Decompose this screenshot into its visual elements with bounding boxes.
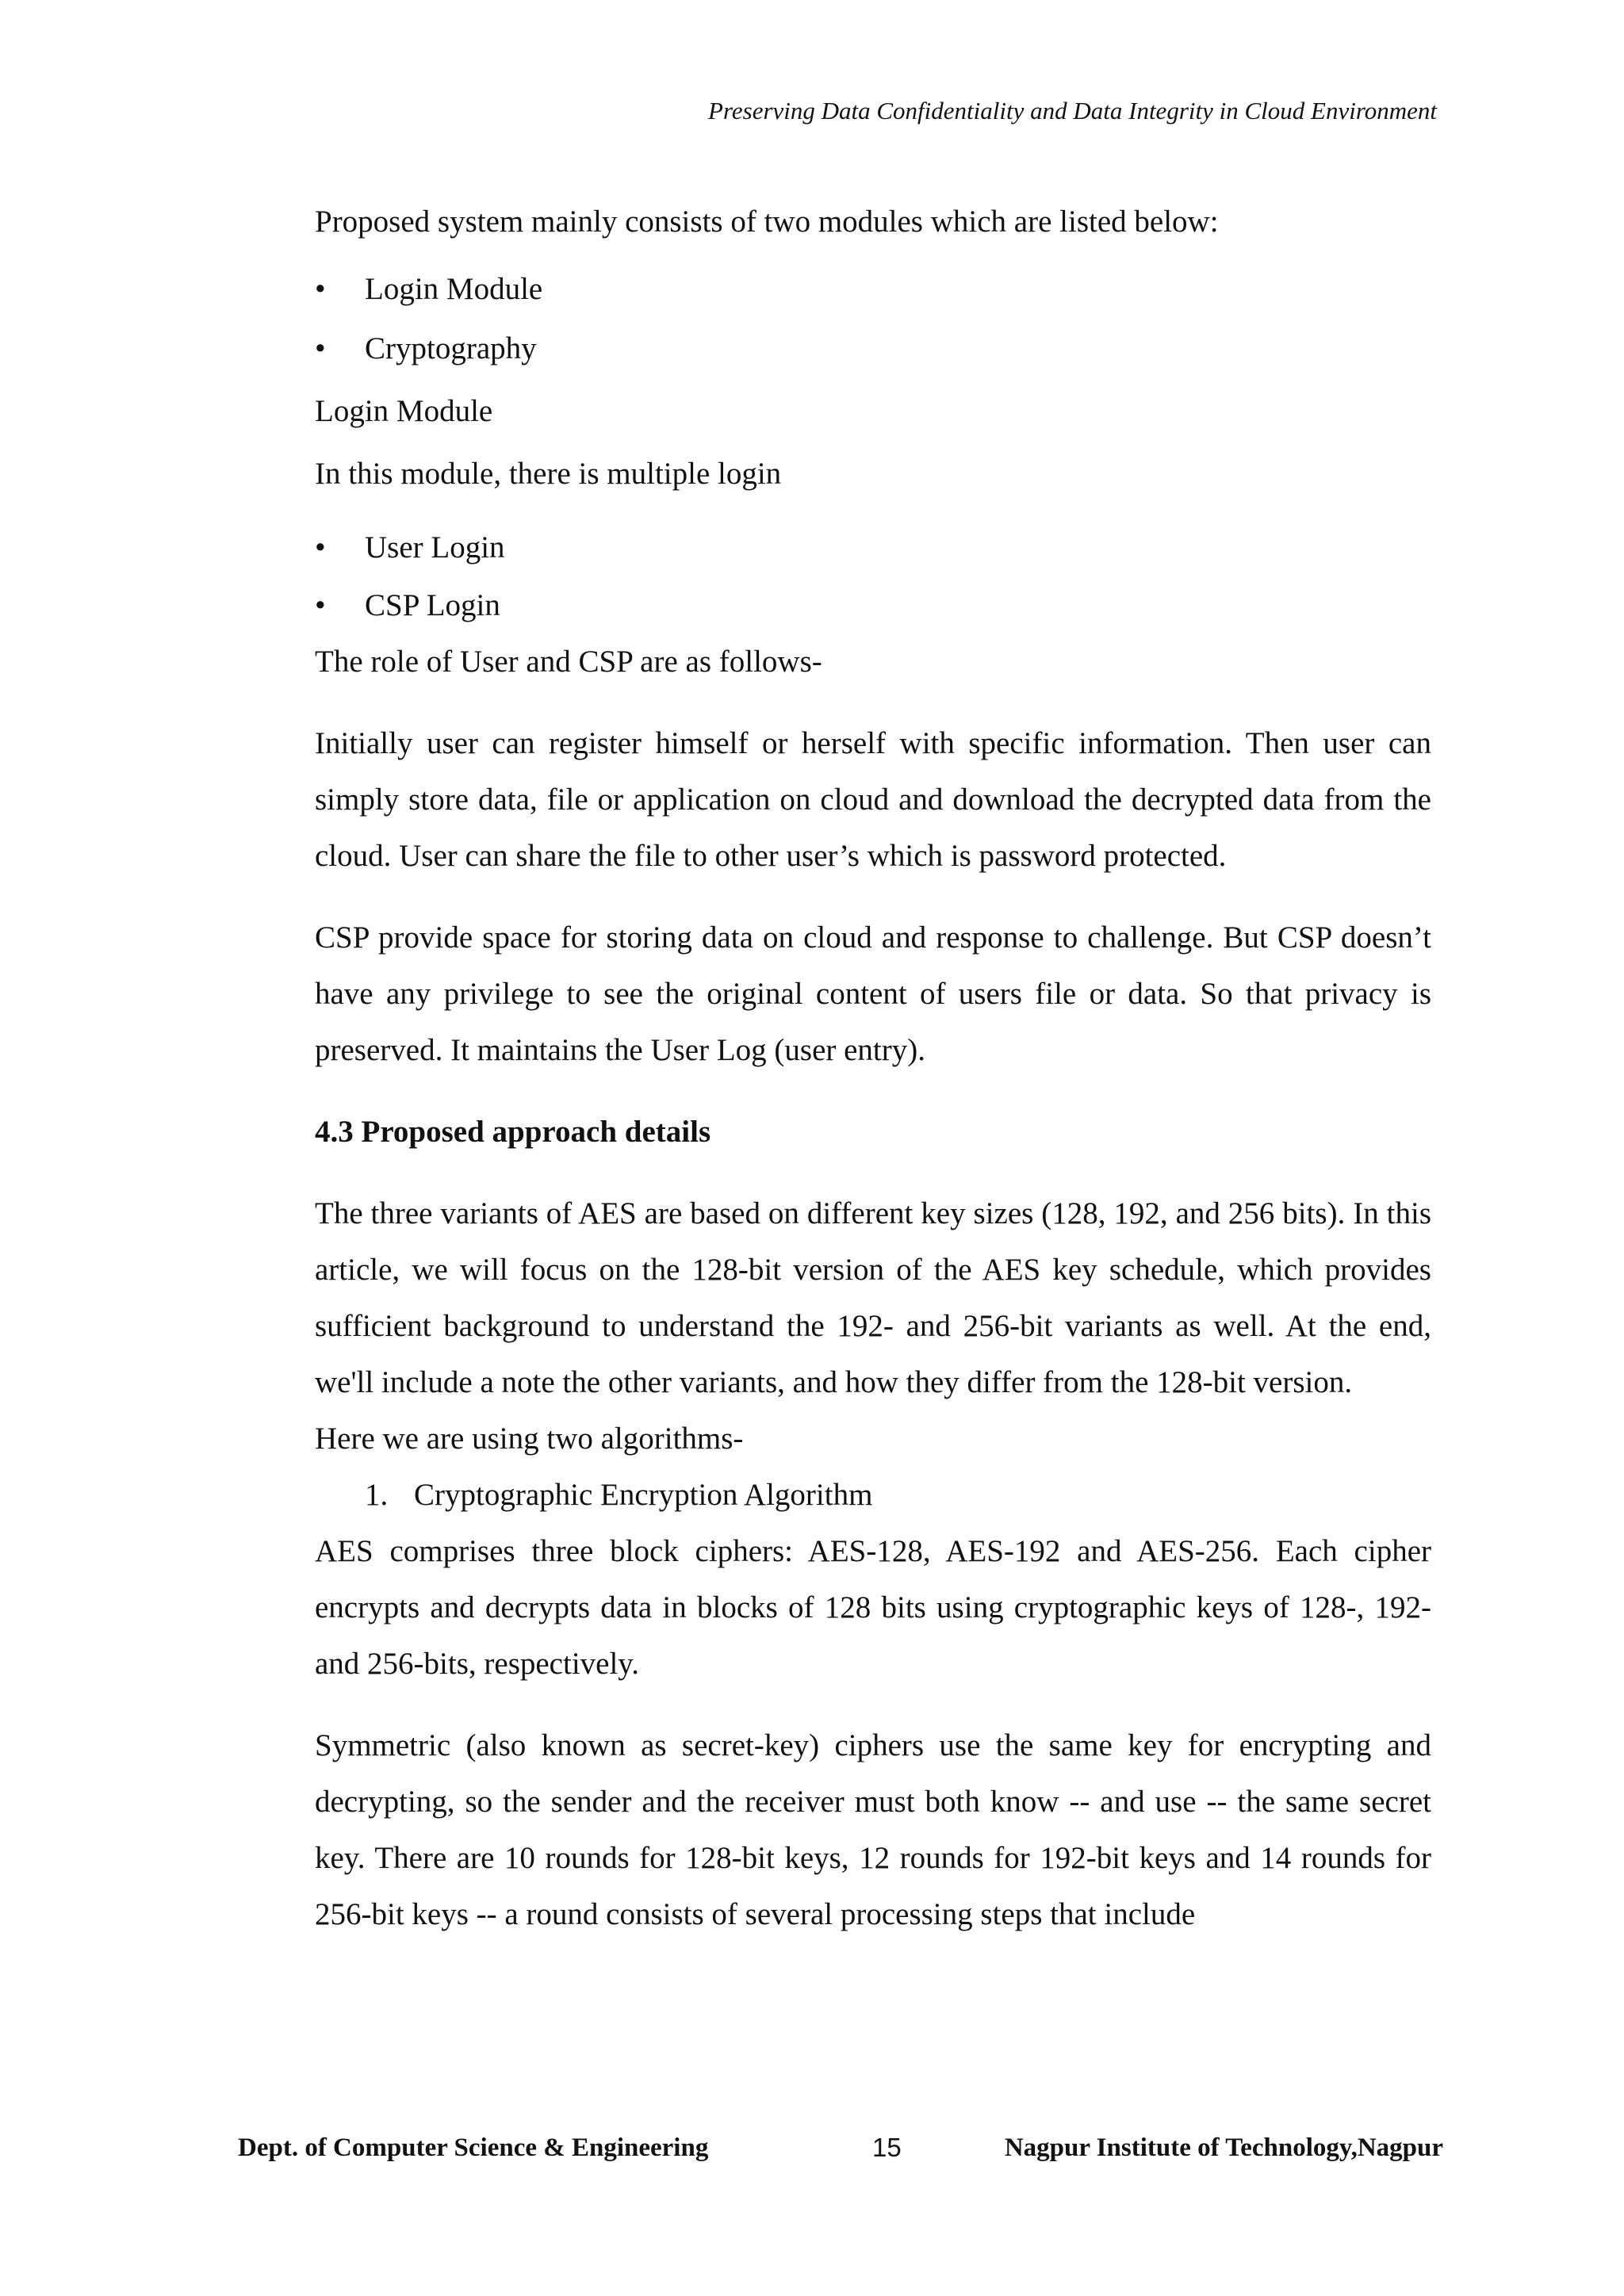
list-item: • CSP Login bbox=[315, 577, 1431, 633]
page-content bbox=[315, 193, 1431, 1942]
list-item-label: Cryptographic Encryption Algorithm bbox=[414, 1478, 873, 1512]
list-number: 1. bbox=[365, 1478, 389, 1512]
list-item: • User Login bbox=[315, 518, 1431, 577]
intro-paragraph: Proposed system mainly consists of two modules which are listed below: bbox=[315, 205, 1219, 239]
footer-department: Dept. of Computer Science & Engineering bbox=[238, 2133, 709, 2162]
footer-institute: Nagpur Institute of Technology,Nagpur bbox=[1004, 2133, 1443, 2162]
section-heading: 4.3 Proposed approach details bbox=[315, 1115, 711, 1149]
running-header: Preserving Data Confidentiality and Data Integrity in Cloud Environment bbox=[708, 97, 1437, 124]
roles-intro-paragraph: The role of User and CSP are as follows- bbox=[315, 645, 822, 679]
page-footer bbox=[0, 2128, 1624, 2168]
login-module-heading: Login Module bbox=[315, 394, 493, 428]
list-item bbox=[315, 1467, 1431, 1523]
login-intro-paragraph: In this module, there is multiple login bbox=[315, 457, 782, 491]
logins-list bbox=[315, 518, 1431, 633]
algorithms-list bbox=[315, 1467, 1431, 1523]
user-role-paragraph: Initially user can register himself or herself with specific information. Then user can simply store data, file or application on cloud and download the decrypted data from the cloud. User can share the file to other user’s which is password protected. bbox=[315, 726, 1431, 873]
modules-list bbox=[315, 259, 1431, 378]
list-item: • Login Module bbox=[315, 259, 1431, 319]
list-item: • Cryptography bbox=[315, 319, 1431, 378]
aes-ciphers-paragraph: AES comprises three block ciphers: AES-128, AES-192 and AES-256. Each cipher encrypts and decrypts data in blocks of 128 bits using cryptographic keys of 128-, 192- and 256-bits, respectively. bbox=[315, 1534, 1431, 1681]
csp-role-paragraph: CSP provide space for storing data on cloud and response to challenge. But CSP doesn’t have any privilege to see the original content of users file or data. So that privacy is preserved. It maintains the User Log (user entry). bbox=[315, 920, 1431, 1067]
aes-variants-paragraph: The three variants of AES are based on different key sizes (128, 192, and 256 bits). In this article, we will focus on the 128-bit version of the AES key schedule, which provides sufficient background to understand the 192- and 256-bit variants as well. At the end, we'll include a note the other variants, and how they differ from the 128-bit version. bbox=[315, 1196, 1431, 1399]
page-number: 15 bbox=[872, 2133, 902, 2162]
symmetric-cipher-paragraph: Symmetric (also known as secret-key) ciphers use the same key for encrypting and decrypting, so the sender and the receiver must both know -- and use -- the same secret key. There are 10 rounds for 128-bit keys, 12 rounds for 192-bit keys and 14 rounds for 256-bit keys -- a round consists of several processing steps that include bbox=[315, 1728, 1431, 1931]
algorithms-intro-paragraph: Here we are using two algorithms- bbox=[315, 1422, 744, 1456]
